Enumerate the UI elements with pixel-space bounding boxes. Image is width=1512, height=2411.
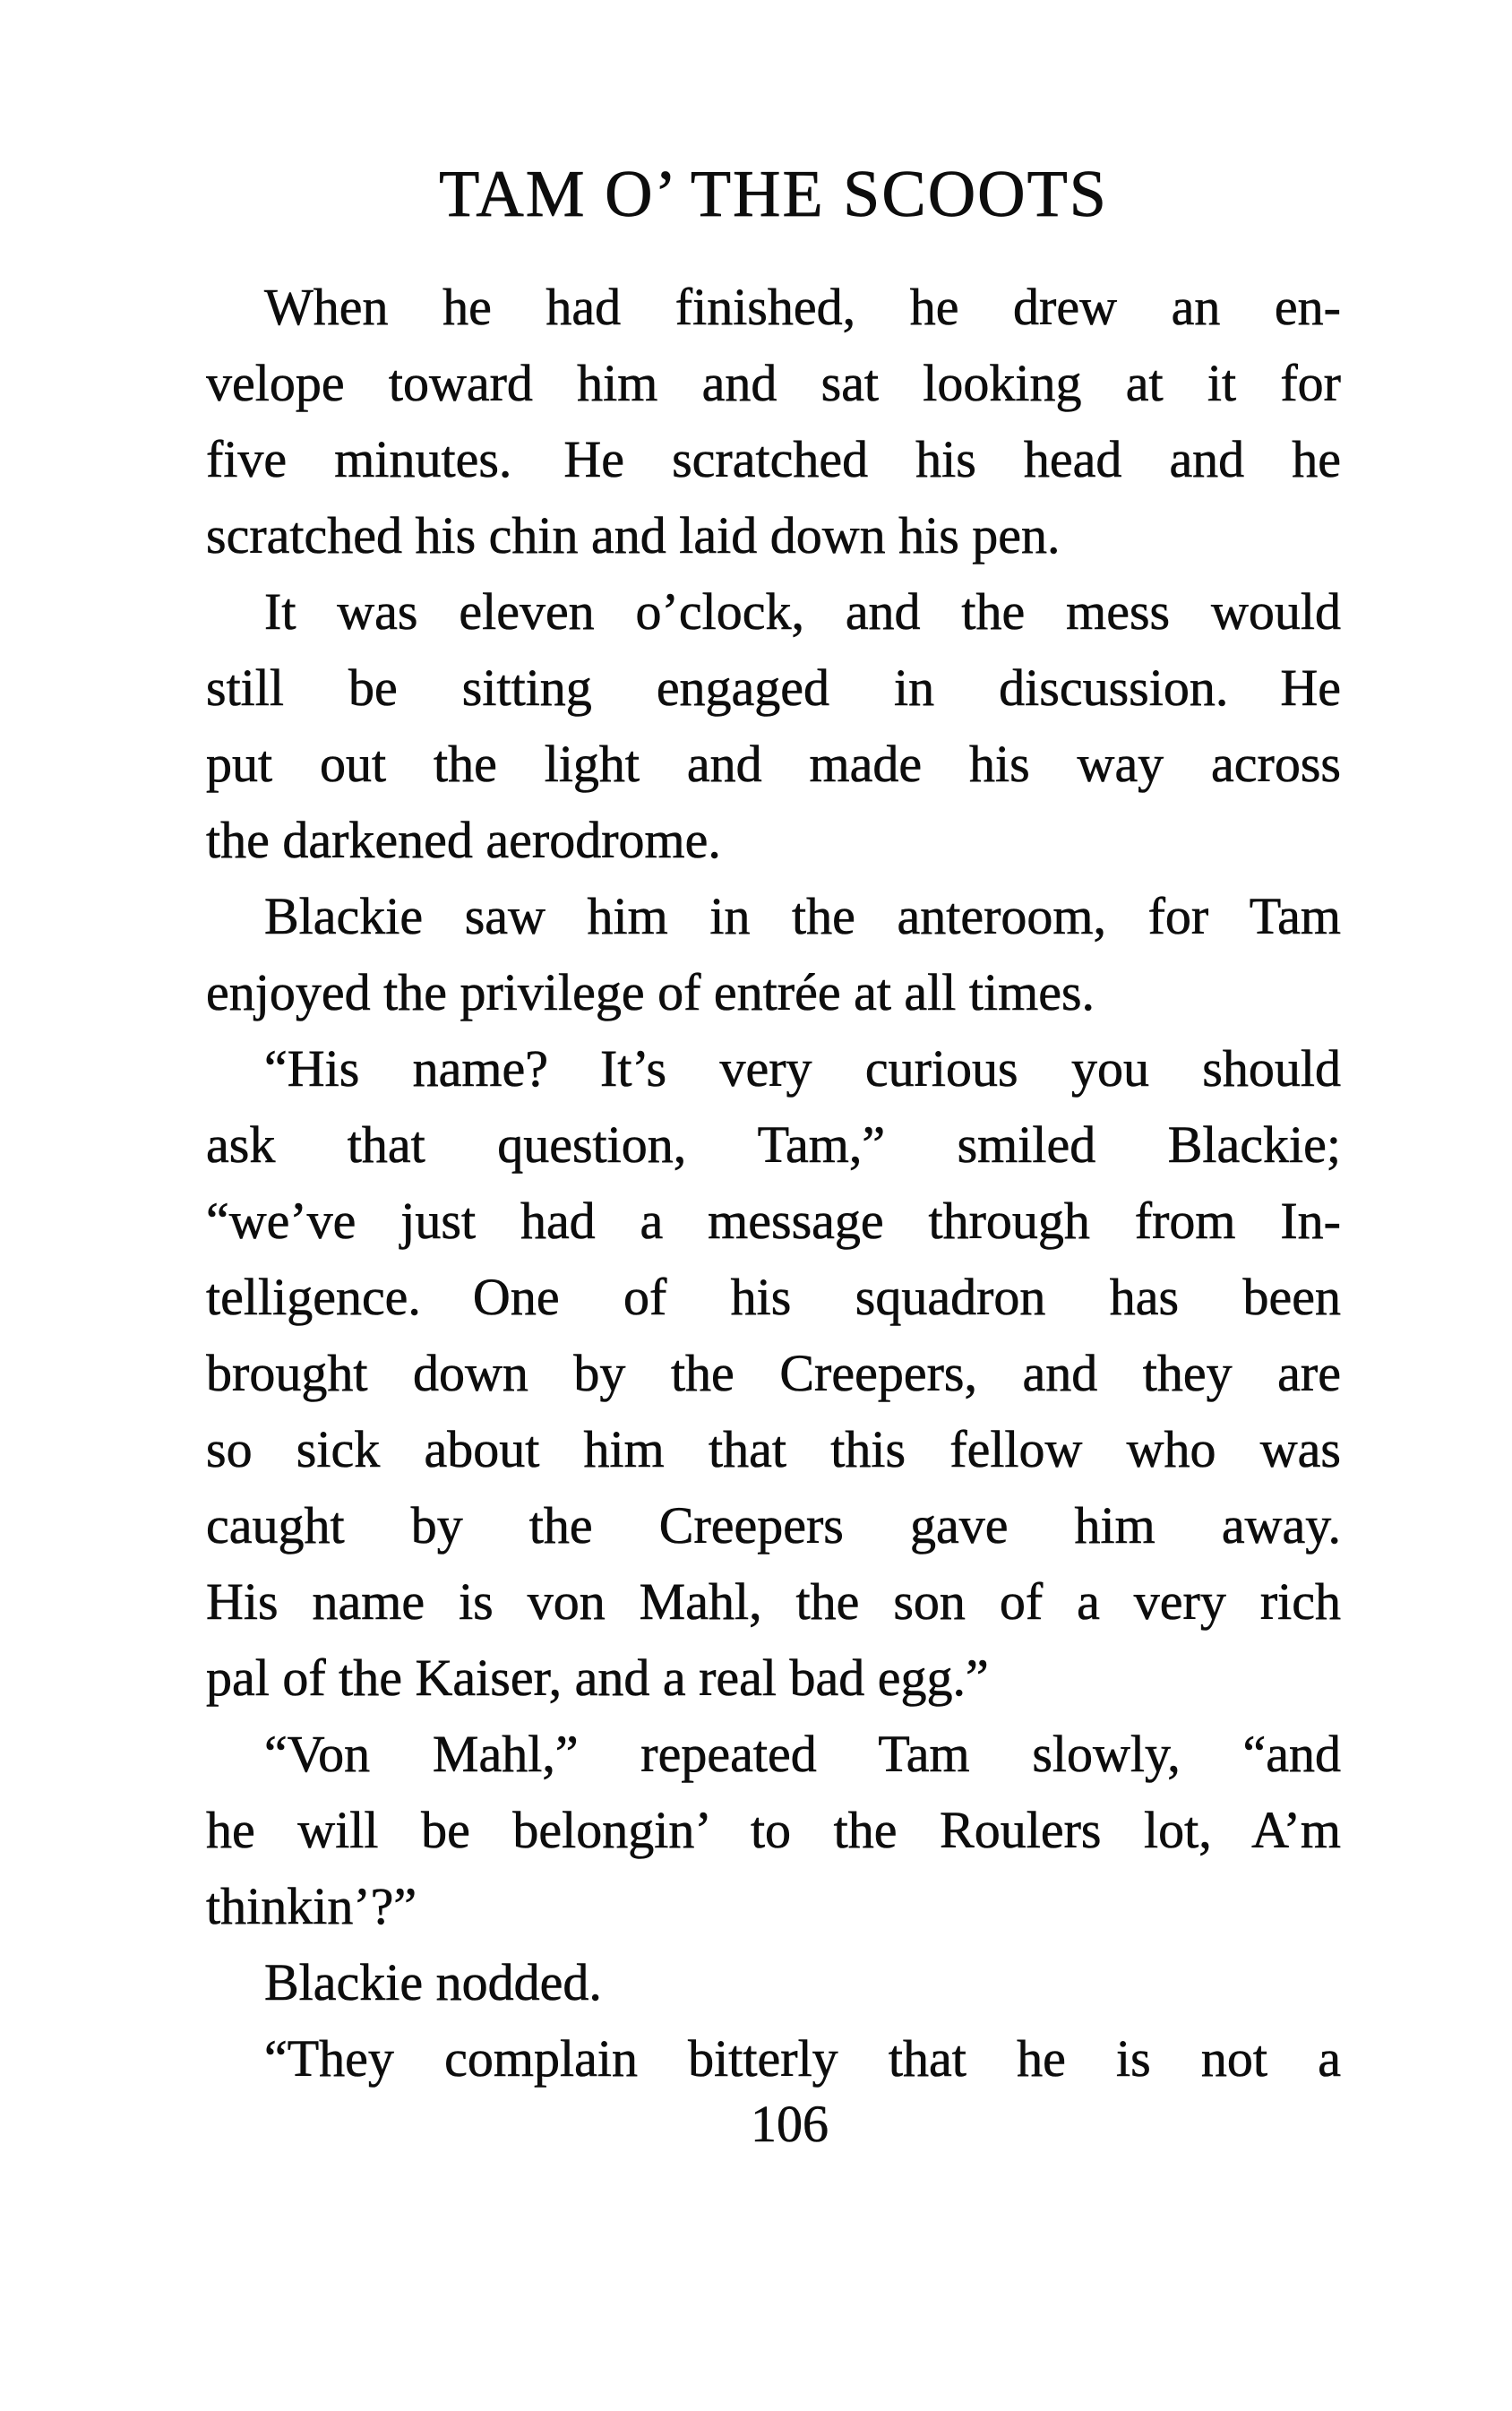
body-text <box>206 269 1341 2097</box>
paragraph <box>206 2020 1341 2097</box>
text-line: five minutes. He scratched his head and he <box>206 430 1341 488</box>
text-line: velope toward him and sat looking at it for <box>206 354 1341 412</box>
text-line: the darkened aerodrome. <box>206 811 721 869</box>
text-line: ask that question, Tam,” smiled Blackie; <box>206 1115 1341 1174</box>
text-line: telligence. One of his squadron has been <box>206 1268 1341 1326</box>
text-line: brought down by the Creepers, and they are <box>206 1344 1341 1402</box>
text-line: enjoyed the privilege of entrée at all times. <box>206 963 1095 1021</box>
text-line: Blackie nodded. <box>264 1953 602 2011</box>
text-line: His name is von Mahl, the son of a very rich <box>206 1572 1341 1631</box>
text-line: thinkin’?” <box>206 1877 417 1935</box>
paragraph <box>206 1944 1341 2020</box>
paragraph <box>206 1716 1341 1944</box>
page-number: 106 <box>751 2095 829 2153</box>
text-line: he will be belongin’ to the Roulers lot, A’m <box>206 1801 1341 1859</box>
text-line: “They complain bitterly that he is not a <box>264 2029 1341 2088</box>
paragraph <box>206 573 1341 878</box>
text-line: “His name? It’s very curious you should <box>264 1039 1341 1098</box>
text-line: Blackie saw him in the anteroom, for Tam <box>264 887 1341 945</box>
text-line: “Von Mahl,” repeated Tam slowly, “and <box>264 1725 1341 1783</box>
text-line: caught by the Creepers gave him away. <box>206 1496 1341 1554</box>
paragraph <box>206 269 1341 573</box>
text-line: still be sitting engaged in discussion. He <box>206 659 1341 717</box>
running-head: TAM O’ THE SCOOTS <box>439 158 1108 231</box>
text-line: It was eleven o’clock, and the mess would <box>264 582 1341 641</box>
text-line: pal of the Kaiser, and a real bad egg.” <box>206 1649 989 1707</box>
paragraph <box>206 1030 1341 1716</box>
text-line: When he had finished, he drew an en- <box>264 278 1341 336</box>
text-line: put out the light and made his way across <box>206 735 1341 793</box>
text-line: scratched his chin and laid down his pen. <box>206 506 1061 564</box>
text-line: “we’ve just had a message through from In- <box>206 1192 1341 1250</box>
paragraph <box>206 878 1341 1030</box>
text-line: so sick about him that this fellow who was <box>206 1420 1341 1478</box>
